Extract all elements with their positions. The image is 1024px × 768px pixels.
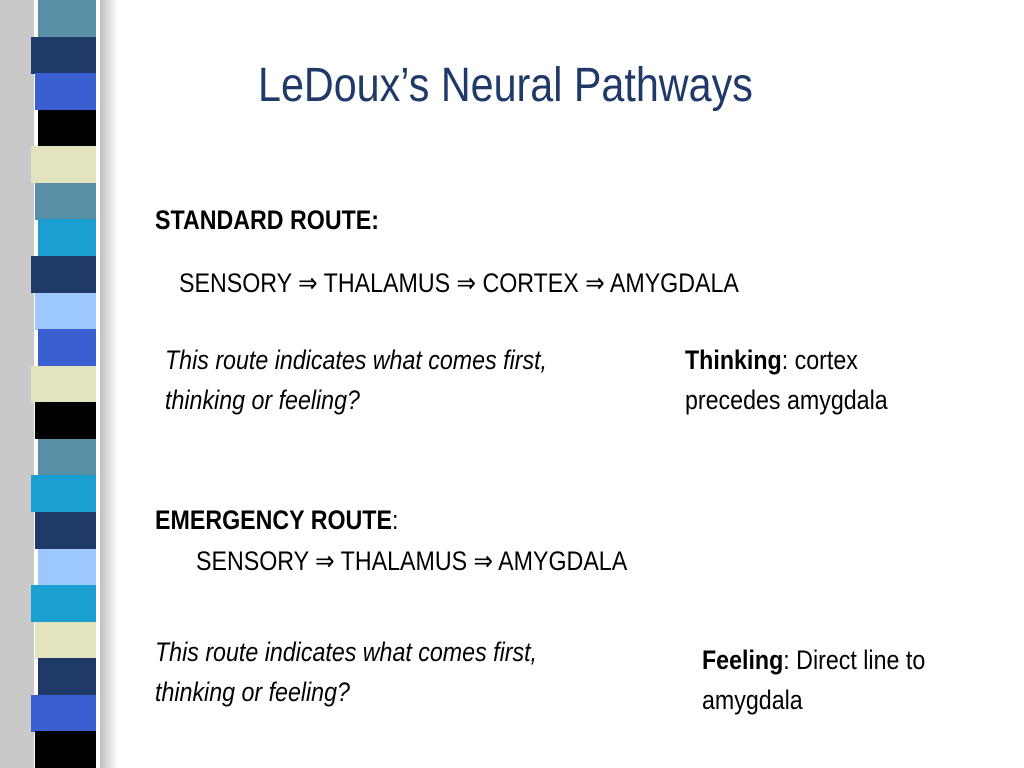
emergency-answer-keyword: Feeling xyxy=(702,645,784,675)
stripe-block xyxy=(38,110,96,147)
emergency-answer-line-1 xyxy=(702,640,925,680)
emergency-answer-line-2: amygdala xyxy=(702,685,803,715)
stripe-block xyxy=(38,549,96,586)
stripe-block xyxy=(35,731,96,768)
emergency-route-answer xyxy=(702,640,925,720)
stripe-block xyxy=(31,475,96,512)
standard-route-question xyxy=(165,340,547,420)
stripe-block xyxy=(38,329,96,366)
stripe-block xyxy=(35,183,96,220)
emergency-route-question xyxy=(155,632,537,712)
emergency-route-heading xyxy=(155,505,398,536)
stripe-light-edge xyxy=(0,0,34,768)
stripe-block xyxy=(31,585,96,622)
stripe-block xyxy=(38,219,96,256)
emergency-answer-rest: : Direct line to xyxy=(783,645,926,675)
stripe-block xyxy=(35,73,96,110)
standard-route-heading: STANDARD ROUTE: xyxy=(155,205,380,235)
stripe-block xyxy=(31,366,96,403)
emergency-heading-text: EMERGENCY ROUTE xyxy=(155,505,392,535)
standard-answer-line-1 xyxy=(685,340,888,380)
stripe-block xyxy=(35,512,96,549)
stripe-block xyxy=(35,293,96,330)
stripe-block xyxy=(31,695,96,732)
stripe-block xyxy=(38,658,96,695)
emergency-heading-colon: : xyxy=(391,505,399,535)
emergency-route-path: SENSORY ⇒ THALAMUS ⇒ AMYGDALA xyxy=(196,546,628,576)
slide-title: LeDoux’s Neural Pathways xyxy=(258,59,753,112)
standard-question-line-2: thinking or feeling? xyxy=(165,385,360,415)
emergency-question-line-2: thinking or feeling? xyxy=(155,677,350,707)
stripe-block xyxy=(38,0,96,37)
stripe-block xyxy=(31,256,96,293)
stripe-block xyxy=(35,402,96,439)
emergency-question-line-1: This route indicates what comes first, xyxy=(155,637,537,667)
standard-answer-keyword: Thinking xyxy=(685,345,782,375)
stripe-block xyxy=(31,146,96,183)
standard-route-answer xyxy=(685,340,888,420)
standard-answer-line-2: precedes amygdala xyxy=(685,385,888,415)
decorative-stripe-column xyxy=(0,0,118,768)
standard-route-path: SENSORY ⇒ THALAMUS ⇒ CORTEX ⇒ AMYGDALA xyxy=(179,268,739,298)
stripe-block xyxy=(35,622,96,659)
standard-answer-rest: : cortex xyxy=(781,345,858,375)
stripe-block xyxy=(38,439,96,476)
standard-question-line-1: This route indicates what comes first, xyxy=(165,345,547,375)
stripe-block xyxy=(31,37,96,74)
